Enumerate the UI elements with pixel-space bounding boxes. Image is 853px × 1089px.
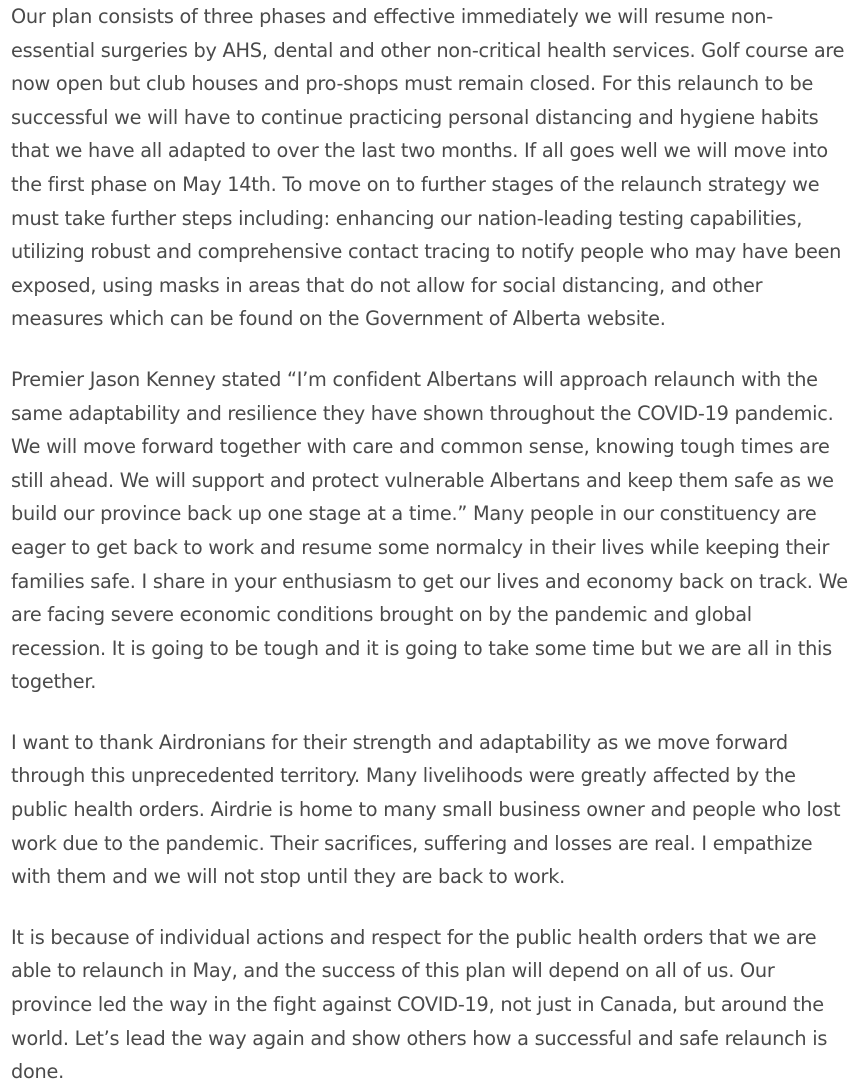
paragraph-relaunch-plan: Our plan consists of three phases and effective immediately we will resume non-essential surgeries by AHS, dental and other non-critical health services. Golf course are now open but club houses and pro-shops must remain closed. For this relaunch to be successful we will have to continue practicing personal distancing and hygiene habits that we have all adapted to over the last two months. If all goes well we will move into the first phase on May 14th. To move on to further stages of the relaunch strategy we must take further steps including: enhancing our nation-leading testing capabilities, utilizing robust and comprehensive contact tracing to notify people who may have been exposed, using masks in areas that do not allow for social distancing, and other measures which can be found on the Government of Alberta website. bbox=[11, 5, 845, 331]
paragraph-closing: It is because of individual actions and respect for the public health orders that we are able to relaunch in May, and the success of this plan will depend on all of us. Our province led the way in the fight against COVID-19, not just in Canada, but around the world. Let’s lead the way again and show others how a successful and safe relaunch is done. bbox=[11, 925, 828, 1084]
paragraph-thanks-airdronians: I want to thank Airdronians for their strength and adaptability as we move forward through this unprecedented territory. Many livelihoods were greatly affected by the public health orders. Airdrie is home to many small business owner and people who lost work due to the pandemic. Their sacrifices, suffering and losses are real. I empathize with them and we will not stop until they are back to work. bbox=[11, 730, 841, 889]
paragraph-premier-quote: Premier Jason Kenney stated “I’m confident Albertans will approach relaunch with the same adaptability and resilience they have shown throughout the COVID-19 pandemic. We will move forward together with care and common sense, knowing tough times are still ahead. We will support and protect vulnerable Albertans and keep them safe as we build our province back up one stage at a time.” Many people in our constituency are eager to get back to work and resume some normalcy in their lives while keeping their families safe. I share in your enthusiasm to get our lives and economy back on track. We are facing severe economic conditions brought on by the pandemic and global recession. It is going to be tough and it is going to take some time but we are all in this together. bbox=[11, 367, 848, 694]
